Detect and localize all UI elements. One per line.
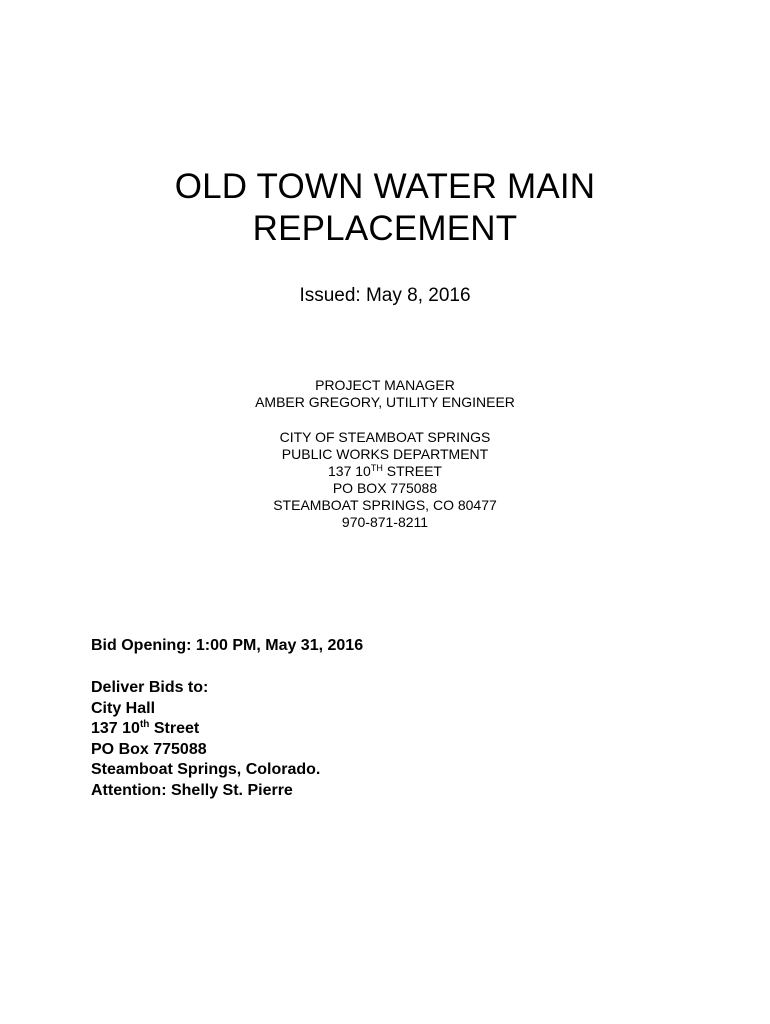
deliver-city-state: Steamboat Springs, Colorado. — [91, 761, 321, 778]
agency-po-box: PO BOX 775088 — [332, 480, 438, 496]
agency-department: PUBLIC WORKS DEPARTMENT — [281, 446, 489, 462]
title-line-1: OLD TOWN WATER MAIN — [174, 167, 596, 206]
agency-street-number: 137 10 — [328, 463, 371, 479]
agency-city-state-zip: STEAMBOAT SPRINGS, CO 80477 — [273, 497, 497, 513]
deliver-street — [91, 719, 320, 740]
agency-street-suffix: TH — [370, 463, 383, 473]
deliver-po-box: PO Box 775088 — [91, 740, 207, 758]
bid-opening: Bid Opening: 1:00 PM, May 31, 2016 — [91, 637, 364, 654]
document-title — [0, 166, 770, 250]
issued-date: Issued: May 8, 2016 — [299, 285, 471, 306]
project-manager-name: AMBER GREGORY, UTILITY ENGINEER — [255, 394, 515, 410]
deliver-heading: Deliver Bids to: — [91, 679, 209, 696]
project-manager-heading: PROJECT MANAGER — [315, 377, 455, 393]
contact-spacer — [0, 411, 770, 429]
deliver-bids-block — [91, 678, 320, 801]
agency-street-name: STREET — [382, 463, 442, 479]
agency-city: CITY OF STEAMBOAT SPRINGS — [279, 429, 491, 445]
agency-phone: 970-871-8211 — [341, 514, 429, 530]
deliver-attention: Attention: Shelly St. Pierre — [91, 781, 293, 799]
title-line-2: REPLACEMENT — [252, 209, 518, 248]
deliver-street-number: 137 10 — [91, 720, 140, 737]
deliver-street-name: Street — [149, 720, 200, 737]
deliver-street-suffix: th — [139, 719, 150, 730]
deliver-place: City Hall — [91, 699, 156, 717]
agency-street — [0, 463, 770, 480]
project-contact-block — [0, 377, 770, 531]
